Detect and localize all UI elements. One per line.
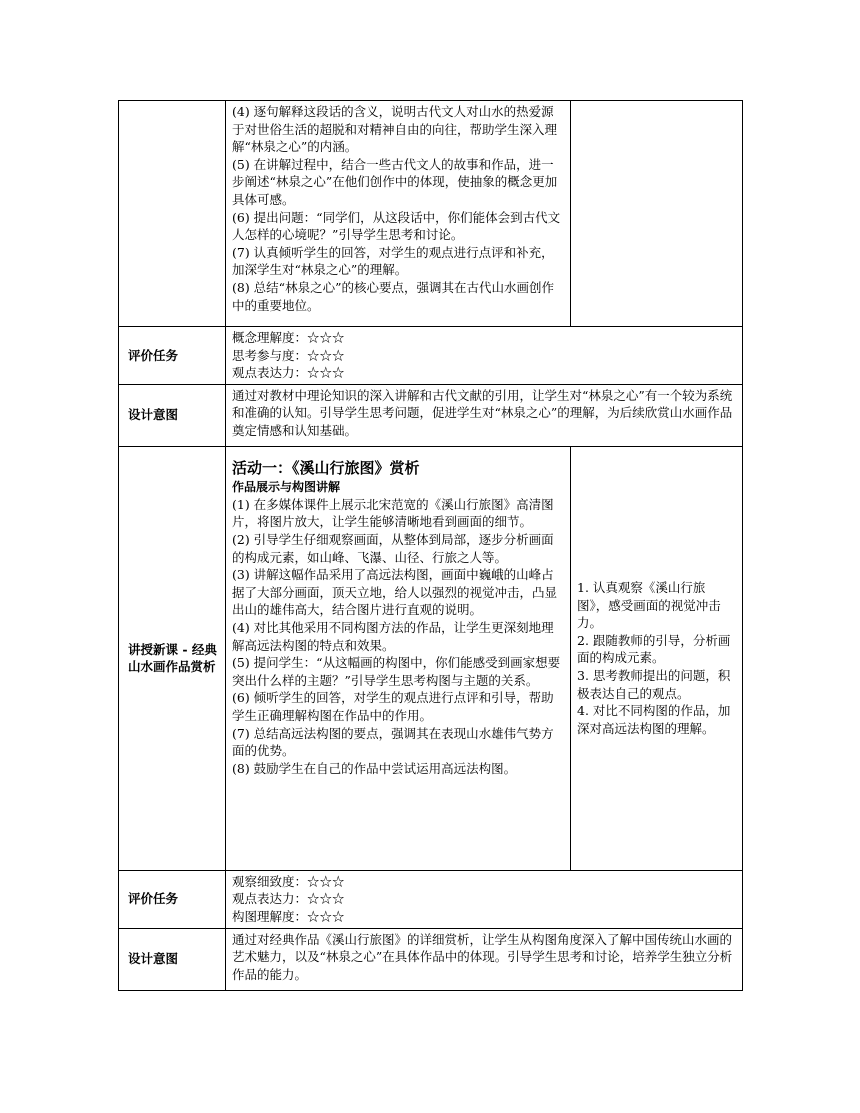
teacher-step: (4) 逐句解释这段话的含义，说明古代文人对山水的热爱源于对世俗生活的超脱和对精神自由的向往，帮助学生深入理解“林泉之心”的内涵。 xyxy=(232,104,558,155)
teacher-step: (8) 鼓励学生在自己的作品中尝试运用高远法构图。 xyxy=(232,760,517,776)
student-activity-cell xyxy=(571,446,743,870)
table-row xyxy=(119,101,743,327)
activity-subtitle: 作品展示与构图讲解 xyxy=(232,479,341,494)
evaluation-task-label: 评价任务 xyxy=(119,327,226,385)
teacher-activity-cell xyxy=(226,446,571,870)
teacher-step: (5) 在讲解过程中，结合一些古代文人的故事和作品，进一步阐述“林泉之心”在他们创作中的体现，使抽象的概念更加具体可感。 xyxy=(232,156,558,207)
table-row xyxy=(119,928,743,990)
table-row xyxy=(119,384,743,446)
student-step: 4. 对比不同构图的作品，加深对高远法构图的理解。 xyxy=(577,703,731,736)
evaluation-task-content xyxy=(226,327,743,385)
table-row xyxy=(119,446,743,870)
student-activity-cell xyxy=(571,101,743,327)
activity-title: 活动一：《溪山行旅图》赏析 xyxy=(232,458,420,477)
evaluation-task-label: 评价任务 xyxy=(119,870,226,928)
design-intent-text: 通过对教材中理论知识的深入讲解和古代文献的引用，让学生对“林泉之心”有一个较为系统和准确的认知。引导学生思考问题，促进学生对“林泉之心”的理解，为后续欣赏山水画作品奠定情感和认知基础。 xyxy=(226,384,743,446)
teacher-step: (6) 提出问题：“同学们，从这段话中，你们能体会到古代文人怎样的心境呢？”引导学生思考和讨论。 xyxy=(232,209,561,243)
label-cell xyxy=(119,101,226,327)
design-intent-text: 通过对经典作品《溪山行旅图》的详细赏析，让学生从构图角度深入了解中国传统山水画的艺术魅力，以及“林泉之心”在具体作品中的体现。引导学生思考和讨论，培养学生独立分析作品的能力。 xyxy=(226,928,743,990)
rating-item: 观点表达力：☆☆☆ xyxy=(232,365,345,381)
rating-item: 观点表达力：☆☆☆ xyxy=(232,891,345,907)
table-row xyxy=(119,870,743,928)
student-step: 3. 思考教师提出的问题，积极表达自己的观点。 xyxy=(577,668,731,701)
teacher-step: (3) 讲解这幅作品采用了高远法构图，画面中巍峨的山峰占据了大部分画面，顶天立地，给人以强烈的视觉冲击，凸显出山的雄伟高大，结合图片进行直观的说明。 xyxy=(232,567,558,618)
lesson-plan-table xyxy=(118,100,743,991)
teacher-step: (5) 提问学生：“从这幅画的构图中，你们能感受到画家想要突出什么样的主题？”引导学生思考构图与主题的关系。 xyxy=(232,655,561,688)
student-step: 1. 认真观察《溪山行旅图》，感受画面的视觉冲击力。 xyxy=(577,580,721,631)
rating-item: 思考参与度：☆☆☆ xyxy=(232,347,345,363)
teacher-activity-cell xyxy=(226,101,571,327)
rating-item: 概念理解度：☆☆☆ xyxy=(232,330,345,345)
teacher-step: (4) 对比其他采用不同构图方法的作品，让学生更深刻地理解高远法构图的特点和效果。 xyxy=(232,619,554,653)
design-intent-label: 设计意图 xyxy=(119,384,226,446)
design-intent-label: 设计意图 xyxy=(119,928,226,990)
teacher-step: (2) 引导学生仔细观察画面，从整体到局部，逐步分析画面的构成元素，如山峰、飞瀑、山径、行旅之人等。 xyxy=(232,531,554,565)
rating-item: 观察细致度：☆☆☆ xyxy=(232,873,345,889)
evaluation-task-content xyxy=(226,870,743,928)
teacher-step: (7) 总结高远法构图的要点，强调其在表现山水雄伟气势方面的优势。 xyxy=(232,725,554,759)
teacher-step: (7) 认真倾听学生的回答，对学生的观点进行点评和补充，加深学生对“林泉之心”的理解。 xyxy=(232,244,554,278)
section-label: 讲授新课 - 经典山水画作品赏析 xyxy=(119,446,226,870)
teacher-step: (8) 总结“林泉之心”的核心要点，强调其在古代山水画创作中的重要地位。 xyxy=(232,279,554,313)
teacher-step: (1) 在多媒体课件上展示北宋范宽的《溪山行旅图》高清图片，将图片放大，让学生能够清晰地看到画面的细节。 xyxy=(232,496,554,530)
teacher-step: (6) 倾听学生的回答，对学生的观点进行点评和引导，帮助学生正确理解构图在作品中的作用。 xyxy=(232,690,554,723)
table-row xyxy=(119,327,743,385)
rating-item: 构图理解度：☆☆☆ xyxy=(232,908,345,924)
student-step: 2. 跟随教师的引导，分析画面的构成元素。 xyxy=(577,632,731,666)
